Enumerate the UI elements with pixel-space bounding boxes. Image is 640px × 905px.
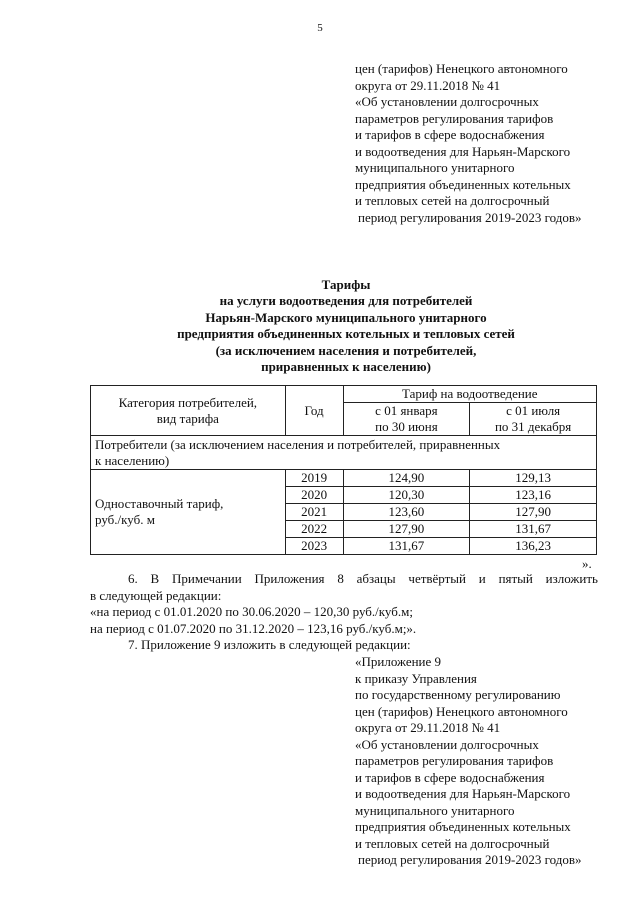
bottom-reference-block [355,654,630,869]
reference-line: предприятия объединенных котельных [355,176,571,192]
tariff-h2-cell: 127,90 [470,504,597,521]
title-line: предприятия объединенных котельных и тепловых сетей [177,326,515,342]
closing-quote: ». [582,556,592,571]
year-cell: 2022 [285,521,343,538]
reference-line: «Об установлении долгосрочных [355,94,539,109]
tariff-h1-cell: 120,30 [343,487,470,504]
year-cell: 2019 [285,470,343,487]
reference-line: по государственному регулированию [355,687,561,702]
reference-line: и тарифов в сфере водоснабжения [355,769,545,785]
header-tariff: Тариф на водоотведение [343,386,596,403]
tariff-h2-cell: 123,16 [470,487,597,504]
year-cell: 2020 [285,487,343,504]
tariff-h2-cell: 129,13 [470,470,597,487]
tariff-h1-cell: 123,60 [343,504,470,521]
title-line: на услуги водоотведения для потребителей [219,293,473,309]
paragraph-6 [90,571,598,654]
reference-line: и тепловых сетей на долгосрочный [355,193,550,208]
reference-line: муниципального унитарного [355,802,515,818]
page-number: 5 [317,22,323,34]
reference-line: и водоотведения для Нарьян-Марского [355,786,571,801]
tariff-h1-cell: 127,90 [343,521,470,538]
reference-line: округа от 29.11.2018 № 41 [355,720,501,735]
tariff-h1-cell: 124,90 [343,470,470,487]
title-line: (за исключением населения и потребителей, [215,342,477,358]
tariff-h1-cell: 131,67 [343,538,470,555]
reference-line: период регулирования 2019-2023 годов» [358,852,582,867]
reference-line: «Об установлении долгосрочных [355,736,539,752]
header-category: Категория потребителей, вид тарифа [91,386,286,436]
reference-line: и водоотведения для Нарьян-Марского [355,143,571,159]
tariff-table [90,385,597,555]
reference-line: период регулирования 2019-2023 годов» [358,209,582,225]
reference-line: муниципального унитарного [355,160,515,175]
reference-line: предприятия объединенных котельных [355,819,571,834]
paragraph-line: в следующей редакции: [90,587,222,603]
tariff-h2-cell: 131,67 [470,521,597,538]
header-period-2: с 01 июля по 31 декабря [470,403,597,436]
document-title [90,277,602,375]
paragraph-7: 7. Приложение 9 изложить в следующей редакции: [128,637,411,652]
tariff-type-cell: Одноставочный тариф, руб./куб. м [91,470,286,555]
paragraph-line: на период с 01.07.2020 по 31.12.2020 – 123,16 руб./куб.м;». [90,620,417,636]
reference-line: параметров регулирования тарифов [355,110,554,126]
header-year: Год [285,386,343,436]
reference-line: «Приложение 9 [355,654,442,669]
table-row [91,470,597,487]
paragraph-line: 6. В Примечании Приложения 8 абзацы четвёртый и пятый изложить [128,571,598,586]
reference-line: цен (тарифов) Ненецкого автономного [355,61,568,76]
consumer-category-row: Потребители (за исключением населения и потребителей, приравненных к населению) [91,436,597,470]
reference-line: параметров регулирования тарифов [355,753,554,768]
title-line: Тарифы [321,277,371,292]
top-reference-block [355,61,630,226]
paragraph-line: «на период с 01.01.2020 по 30.06.2020 – 120,30 руб./куб.м; [90,604,413,619]
title-line: Нарьян-Марского муниципального унитарного [205,309,487,325]
reference-line: к приказу Управления [355,670,477,686]
tariff-h2-cell: 136,23 [470,538,597,555]
title-line: приравненных к населению) [261,358,431,374]
reference-line: и тарифов в сфере водоснабжения [355,127,545,142]
reference-line: округа от 29.11.2018 № 41 [355,77,501,93]
header-period-1: с 01 января по 30 июня [343,403,470,436]
year-cell: 2023 [285,538,343,555]
reference-line: цен (тарифов) Ненецкого автономного [355,703,568,719]
year-cell: 2021 [285,504,343,521]
reference-line: и тепловых сетей на долгосрочный [355,835,550,851]
